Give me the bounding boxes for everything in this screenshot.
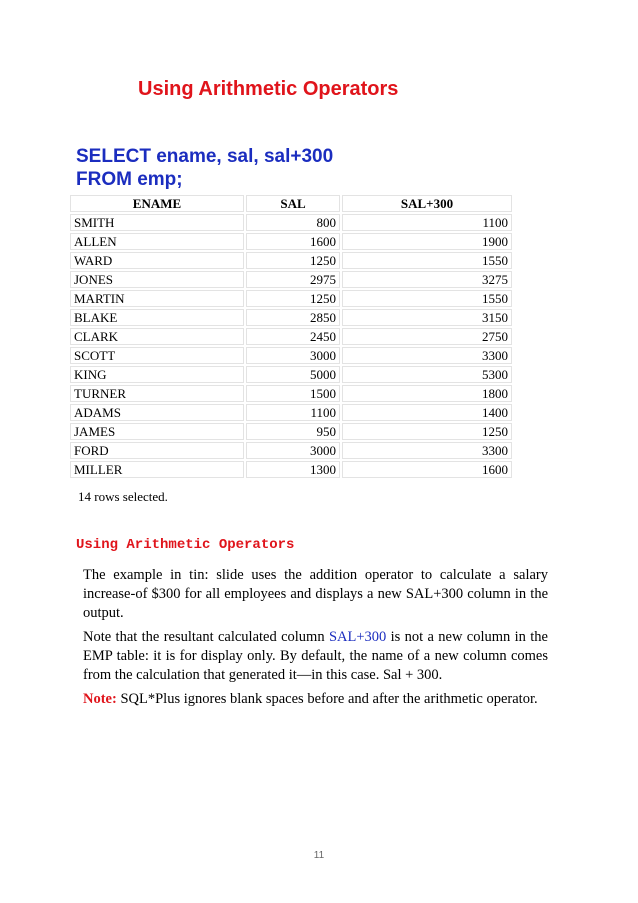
cell-sal: 1300 bbox=[246, 461, 340, 478]
result-table bbox=[68, 193, 514, 480]
cell-sal: 1500 bbox=[246, 385, 340, 402]
cell-ename: MARTIN bbox=[70, 290, 244, 307]
cell-sal-plus-300: 1100 bbox=[342, 214, 512, 231]
cell-ename: JAMES bbox=[70, 423, 244, 440]
table-row bbox=[70, 442, 512, 459]
column-header-ename: ENAME bbox=[70, 195, 244, 212]
cell-sal-plus-300: 3300 bbox=[342, 347, 512, 364]
cell-sal: 2850 bbox=[246, 309, 340, 326]
cell-sal-plus-300: 2750 bbox=[342, 328, 512, 345]
paragraph-calculated-column bbox=[83, 628, 548, 685]
cell-sal-plus-300: 3300 bbox=[342, 442, 512, 459]
column-header-sal: SAL bbox=[246, 195, 340, 212]
table-row bbox=[70, 290, 512, 307]
table-row bbox=[70, 423, 512, 440]
cell-ename: WARD bbox=[70, 252, 244, 269]
table-row bbox=[70, 461, 512, 478]
sql-code-block bbox=[76, 145, 333, 191]
table-row bbox=[70, 252, 512, 269]
cell-ename: FORD bbox=[70, 442, 244, 459]
cell-sal: 3000 bbox=[246, 442, 340, 459]
cell-sal-plus-300: 3150 bbox=[342, 309, 512, 326]
table-row bbox=[70, 385, 512, 402]
table-row bbox=[70, 271, 512, 288]
cell-ename: SCOTT bbox=[70, 347, 244, 364]
table-row bbox=[70, 328, 512, 345]
table-row bbox=[70, 214, 512, 231]
cell-sal-plus-300: 1550 bbox=[342, 252, 512, 269]
cell-sal-plus-300: 3275 bbox=[342, 271, 512, 288]
table-header-row bbox=[70, 195, 512, 212]
cell-ename: CLARK bbox=[70, 328, 244, 345]
cell-sal-plus-300: 1550 bbox=[342, 290, 512, 307]
paragraph-text: Note that the resultant calculated column bbox=[83, 629, 329, 645]
cell-sal: 1100 bbox=[246, 404, 340, 421]
table-row bbox=[70, 366, 512, 383]
paragraph-text: is not a new column in the EMP table: it is for display only. By default, the name of a new column comes from the calculation that generated it—in this case. Sal + 300. bbox=[83, 629, 548, 683]
rows-selected-text: 14 rows selected. bbox=[78, 489, 168, 504]
cell-sal: 3000 bbox=[246, 347, 340, 364]
cell-sal-plus-300: 1250 bbox=[342, 423, 512, 440]
cell-ename: ALLEN bbox=[70, 233, 244, 250]
cell-ename: JONES bbox=[70, 271, 244, 288]
sql-line-from: FROM emp; bbox=[76, 169, 183, 190]
cell-ename: MILLER bbox=[70, 461, 244, 478]
cell-ename: SMITH bbox=[70, 214, 244, 231]
cell-sal-plus-300: 1600 bbox=[342, 461, 512, 478]
cell-ename: BLAKE bbox=[70, 309, 244, 326]
cell-sal: 1600 bbox=[246, 233, 340, 250]
note-text: SQL*Plus ignores blank spaces before and after the arithmetic operator. bbox=[116, 691, 538, 707]
table-row bbox=[70, 233, 512, 250]
section-heading: Using Arithmetic Operators bbox=[76, 537, 295, 553]
page-number: 11 bbox=[313, 850, 325, 861]
cell-sal-plus-300: 1800 bbox=[342, 385, 512, 402]
cell-sal-plus-300: 5300 bbox=[342, 366, 512, 383]
cell-sal: 2975 bbox=[246, 271, 340, 288]
cell-ename: TURNER bbox=[70, 385, 244, 402]
note-paragraph bbox=[83, 690, 548, 709]
table-row bbox=[70, 347, 512, 364]
cell-sal: 1250 bbox=[246, 290, 340, 307]
cell-sal: 950 bbox=[246, 423, 340, 440]
sql-line-select: SELECT ename, sal, sal+300 bbox=[76, 146, 334, 167]
cell-sal-plus-300: 1400 bbox=[342, 404, 512, 421]
table-row bbox=[70, 404, 512, 421]
table-row bbox=[70, 309, 512, 326]
table-body bbox=[70, 214, 512, 478]
paragraph-example: The example in tin: slide uses the addition operator to calculate a salary increase-of $300 for all employees and displays a new SAL+300 column in the output. bbox=[83, 567, 548, 621]
column-header-sal-plus-300: SAL+300 bbox=[342, 195, 512, 212]
cell-ename: ADAMS bbox=[70, 404, 244, 421]
column-name-highlight: SAL+300 bbox=[328, 629, 387, 645]
cell-sal: 5000 bbox=[246, 366, 340, 383]
cell-ename: KING bbox=[70, 366, 244, 383]
cell-sal: 2450 bbox=[246, 328, 340, 345]
cell-sal-plus-300: 1900 bbox=[342, 233, 512, 250]
cell-sal: 1250 bbox=[246, 252, 340, 269]
note-label: Note: bbox=[83, 691, 117, 707]
cell-sal: 800 bbox=[246, 214, 340, 231]
page-title: Using Arithmetic Operators bbox=[138, 78, 399, 100]
